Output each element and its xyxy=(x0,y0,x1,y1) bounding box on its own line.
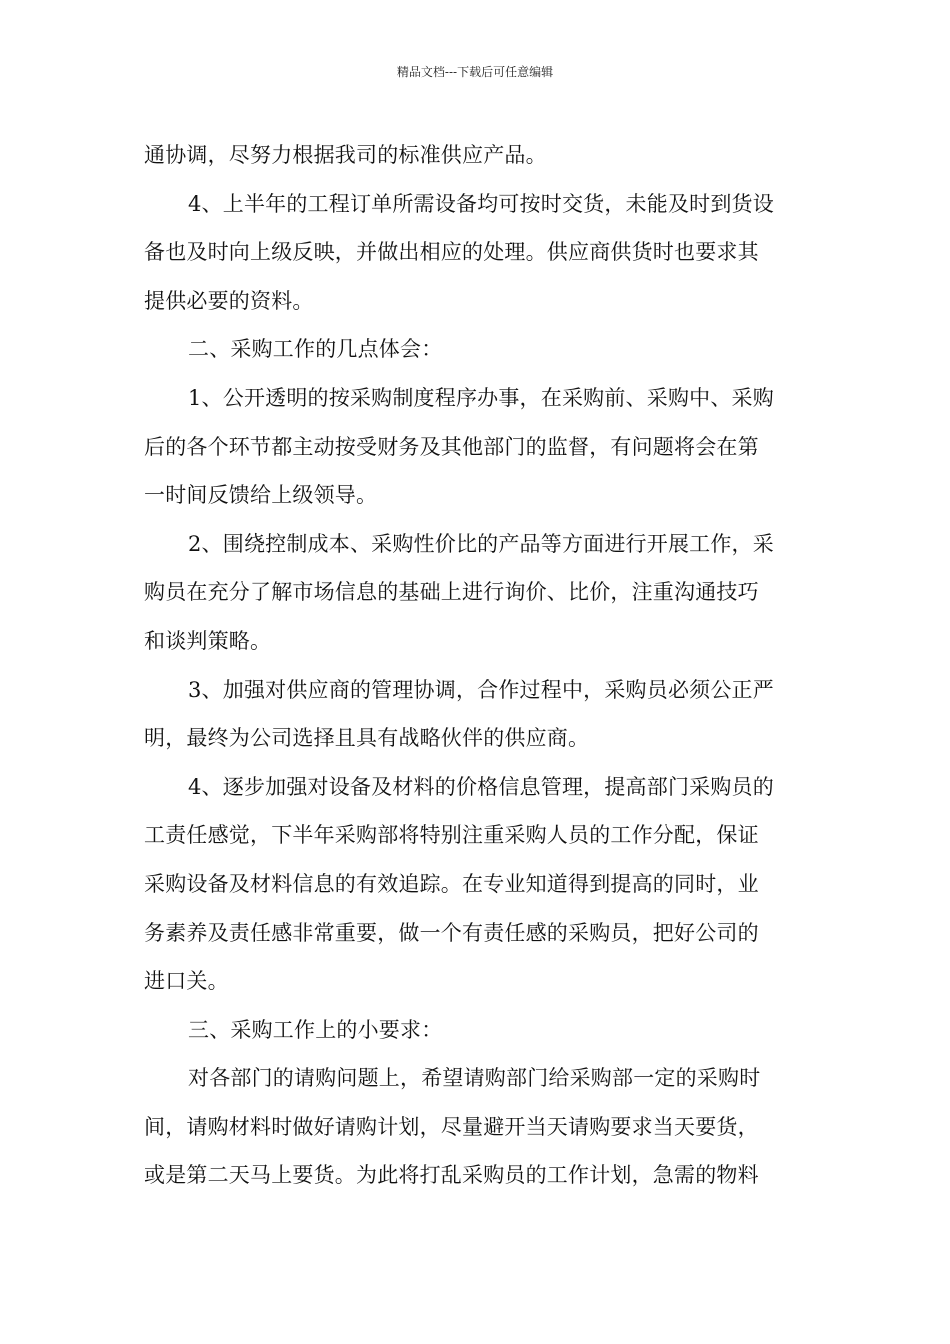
text-line: 备也及时向上级反映，并做出相应的处理。供应商供货时也要求其 xyxy=(144,240,759,265)
text-line: 进口关。 xyxy=(144,969,229,994)
text-line: 明，最终为公司选择且具有战略伙伴的供应商。 xyxy=(144,726,590,751)
text-line: 和谈判策略。 xyxy=(144,628,272,653)
document-body xyxy=(144,131,808,1200)
text-line: 2、围绕控制成本、采购性价比的产品等方面进行开展工作，采 xyxy=(188,531,774,556)
text-line: 对各部门的请购问题上，希望请购部门给采购部一定的采购时 xyxy=(188,1066,761,1091)
text-line: 采购设备及材料信息的有效追踪。在专业知道得到提高的同时，业 xyxy=(144,871,759,896)
text-line: 或是第二天马上要货。为此将打乱采购员的工作计划，急需的物料 xyxy=(144,1163,759,1188)
text-line: 务素养及责任感非常重要，做一个有责任感的采购员，把好公司的 xyxy=(144,920,759,945)
text-line: 4、上半年的工程订单所需设备均可按时交货，未能及时到货设 xyxy=(188,191,774,216)
text-line: 三、采购工作上的小要求： xyxy=(188,1017,443,1042)
text-line: 1、公开透明的按采购制度程序办事，在采购前、采购中、采购 xyxy=(188,385,774,410)
text-line: 工责任感觉，下半年采购部将特别注重采购人员的工作分配，保证 xyxy=(144,823,759,848)
text-line: 4、逐步加强对设备及材料的价格信息管理，提高部门采购员的 xyxy=(188,774,774,799)
text-line: 提供必要的资料。 xyxy=(144,288,314,313)
text-line: 一时间反馈给上级领导。 xyxy=(144,483,378,508)
page-header: 精品文档---下载后可任意编辑 xyxy=(396,65,554,79)
text-line: 二、采购工作的几点体会： xyxy=(188,337,443,362)
text-line: 通协调，尽努力根据我司的标准供应产品。 xyxy=(144,143,547,167)
text-line: 购员在充分了解市场信息的基础上进行询价、比价，注重沟通技巧 xyxy=(144,580,759,605)
text-line: 3、加强对供应商的管理协调，合作过程中，采购员必须公正严 xyxy=(188,677,774,702)
text-line: 间，请购材料时做好请购计划，尽量避开当天请购要求当天要货， xyxy=(144,1114,759,1139)
text-line: 后的各个环节都主动按受财务及其他部门的监督，有问题将会在第 xyxy=(144,434,759,459)
